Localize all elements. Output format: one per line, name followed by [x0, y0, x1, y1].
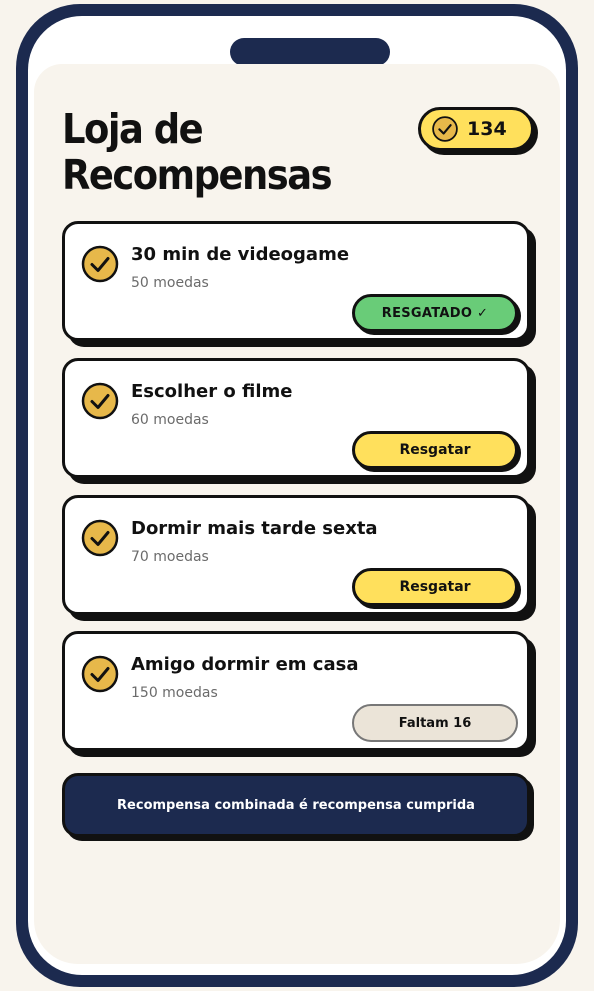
page-title	[62, 106, 342, 198]
reward-name: Escolher o filme	[131, 381, 293, 402]
reward-name: 30 min de videogame	[131, 244, 350, 265]
page-title-line1: Loja de	[62, 105, 203, 153]
reward-name: Dormir mais tarde sexta	[131, 518, 378, 539]
redeem-button[interactable]: Resgatar	[352, 568, 518, 606]
redeemed-button[interactable]: RESGATADO ✓	[352, 294, 518, 332]
app-screen	[34, 64, 560, 964]
reward-card	[62, 495, 530, 615]
phone-notch	[230, 38, 390, 66]
coin-check-icon	[80, 244, 120, 284]
phone-screen-bezel	[28, 16, 566, 975]
footer-motto-banner	[62, 773, 530, 837]
reward-cost: 70 moedas	[131, 549, 209, 565]
reward-cost: 50 moedas	[131, 275, 209, 291]
locked-remaining-button[interactable]: Faltam 16	[352, 704, 518, 742]
page-title-line2: Recompensas	[62, 151, 332, 199]
reward-cost: 150 moedas	[131, 685, 218, 701]
footer-motto-text: Recompensa combinada é recompensa cumprida	[117, 797, 475, 813]
reward-name: Amigo dormir em casa	[131, 654, 359, 675]
coin-check-icon	[80, 654, 120, 694]
coin-check-icon	[80, 518, 120, 558]
phone-frame	[16, 4, 578, 987]
coin-balance-count: 134	[467, 118, 507, 140]
reward-card	[62, 358, 530, 478]
coin-balance-badge	[418, 107, 534, 151]
coin-check-icon	[80, 381, 120, 421]
reward-card	[62, 631, 530, 751]
coin-check-icon	[431, 115, 459, 143]
reward-card	[62, 221, 530, 341]
redeem-button[interactable]: Resgatar	[352, 431, 518, 469]
reward-cost: 60 moedas	[131, 412, 209, 428]
